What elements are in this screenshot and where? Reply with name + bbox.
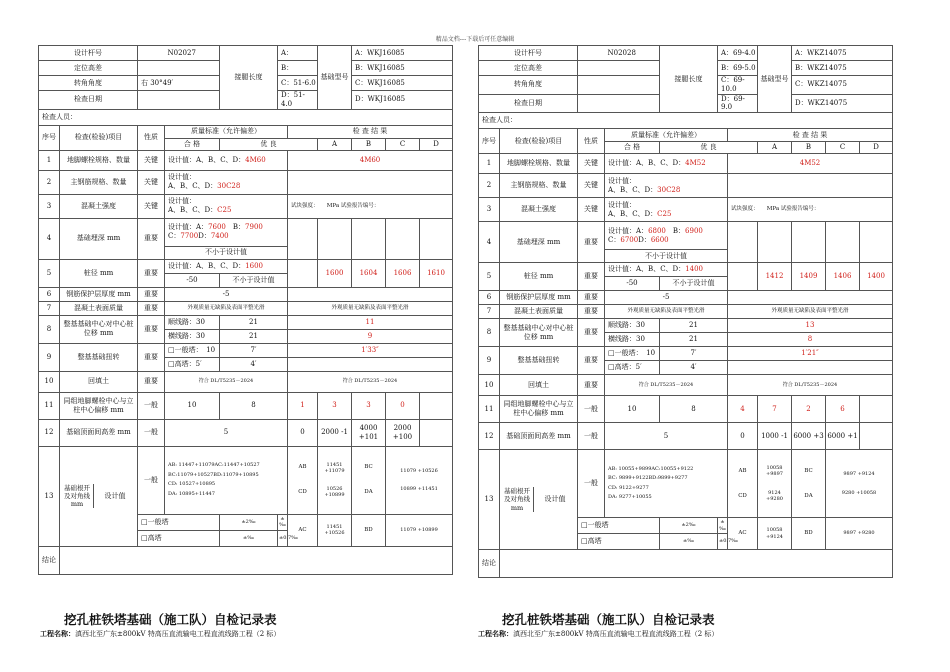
row-nature: 重要 (138, 218, 165, 259)
col-c: C (386, 138, 420, 150)
result-bolt-offset-a: 7 (758, 396, 792, 423)
row-no: 7 (39, 301, 60, 315)
row-no: 9 (479, 347, 500, 375)
col-seq: 序号 (479, 129, 500, 154)
row-item: 同组地脚螺栓中心与立柱中心偏移 mm (60, 392, 138, 419)
leg-c: C：51-6.0 (278, 76, 318, 91)
col-quality-std: 质量标准（允许偏差） (165, 125, 288, 138)
row-no: 1 (479, 154, 500, 174)
std-cover: -5 (605, 291, 728, 305)
row-no: 8 (39, 315, 60, 343)
row-item: 地脚螺栓规格、数量 (60, 150, 138, 170)
row-nature: 重要 (138, 315, 165, 343)
label-turn-angle: 转角角度 (479, 76, 578, 95)
label-leg-length: 接腿长度 (660, 46, 718, 113)
result-bolt-offset-1: 1 (288, 392, 318, 419)
result-concrete: 试块强度： MPa 试验报告编号： (728, 198, 893, 222)
pair-bc: BC DA (352, 446, 386, 514)
row-nature: 关键 (138, 150, 165, 170)
row-nature: 一般 (578, 423, 605, 450)
result-bd: 9897 +9280 (826, 518, 893, 550)
pole-no: N02027 (165, 46, 220, 61)
col-excellent: 优 良 (660, 142, 758, 154)
std-cover: -5 (165, 287, 288, 301)
row-nature: 重要 (578, 375, 605, 396)
result-pile-c: 1606 (386, 259, 420, 287)
std-twist-general-ex: 7′ (220, 343, 288, 357)
col-nature: 性质 (578, 129, 605, 154)
row-item: 钢筋保护层厚度 mm (60, 287, 138, 301)
col-quality-std: 质量标准（允许偏差） (605, 129, 728, 142)
turn-angle (578, 76, 660, 95)
row-no: 3 (39, 194, 60, 218)
row-item: 整基基础扭转 (60, 343, 138, 371)
row-no: 9 (39, 343, 60, 371)
std-root-design: AB: 11447+11079AC:11447+10527 BC:11079+10527BD:11079+10895 CD: 10527+10895 DA: 10895+11447 (165, 446, 288, 514)
result-bc-da: 11079 +10526 10899 +11451 (386, 446, 453, 514)
row-no: 11 (479, 396, 500, 423)
row-nature: 关键 (138, 194, 165, 218)
std-pile-min: 不小于设计值 (220, 273, 288, 287)
row-item: 基础埋深 mm (60, 218, 138, 259)
std-depth-min: 不小于设计值 (165, 246, 288, 259)
std-bolt-offset: 10 (605, 396, 660, 423)
row-nature: 关键 (578, 154, 605, 174)
row-no: 10 (39, 371, 60, 392)
result-top-diff-c: 4000 +101 (352, 419, 386, 446)
row-no: 4 (39, 218, 60, 259)
row-nature: 关键 (578, 174, 605, 198)
label-position-height: 定位高差 (39, 61, 138, 76)
result-twist: 1′21″ (728, 347, 893, 361)
row-no: 6 (479, 291, 500, 305)
result-pile-c: 1406 (826, 263, 860, 291)
project-name: 工程名称：滇西北至广东±800kV 特高压直流输电工程直流线路工程（2 标） (40, 630, 281, 638)
row-no: 13 (479, 450, 500, 550)
row-nature: 重要 (578, 291, 605, 305)
std-pile-design: 设计值：A、B、C、D：1600 (165, 259, 288, 273)
row-no: 6 (39, 287, 60, 301)
inspection-sheet (478, 45, 892, 578)
result-offset-cross: 8 (728, 333, 893, 347)
result-bolt-offset-1: 4 (728, 396, 758, 423)
foundation-c: C：WKJ16085 (352, 76, 453, 91)
col-item: 检查(检验)项目 (60, 125, 138, 150)
row13-item: 基础根开及对角线 mm 设计值 (500, 450, 578, 550)
pair-ac: AC (728, 518, 758, 550)
conclusion-label: 结论 (479, 550, 500, 578)
inspectors: 检查人员： (39, 109, 453, 125)
row-item: 基础埋深 mm (500, 222, 578, 263)
row-item: 基础顶面间高差 mm (500, 423, 578, 450)
row13-item: 基础根开及对角线 mm 设计值 (60, 446, 138, 546)
col-nature: 性质 (138, 125, 165, 150)
row-nature: 重要 (138, 259, 165, 287)
pair-bd: BD (352, 514, 386, 546)
std-root-general-ex: ±‰ (279, 515, 286, 528)
pair-ac: AC (288, 514, 318, 546)
row-no: 5 (479, 263, 500, 291)
form-title: 挖孔桩铁塔基础（施工队）自检记录表 (64, 612, 277, 627)
std-offset-along-ex: 21 (660, 319, 728, 333)
std-offset-cross: 横线路：30 (165, 329, 220, 343)
std-main-rebar: 设计值： A、B、C、D：30C28 (165, 170, 288, 194)
col-d: D (420, 138, 453, 150)
std-offset-cross-ex: 21 (660, 333, 728, 347)
row-nature: 一般 (578, 396, 605, 423)
conclusion-label: 结论 (39, 546, 60, 574)
std-twist-high: □高塔：5′ (165, 357, 220, 371)
row-nature: 重要 (578, 305, 605, 319)
col-qualified: 合 格 (605, 142, 660, 154)
std-top-diff: 5 (605, 423, 728, 450)
result-pile-d: 1400 (860, 263, 893, 291)
label-turn-angle: 转角角度 (39, 76, 138, 91)
std-concrete: 设计值： A、B、C、D：C25 (605, 198, 728, 222)
result-pile-a: 1600 (318, 259, 352, 287)
row-item: 主钢筋规格、数量 (60, 170, 138, 194)
col-b: B (352, 138, 386, 150)
col-result: 检 查 结 果 (288, 125, 453, 138)
row-nature: 重要 (138, 287, 165, 301)
row-nature: 关键 (578, 198, 605, 222)
std-root-general: ±2‰ (660, 518, 718, 534)
std-pile-neg: -50 (165, 273, 220, 287)
pole-no: N02028 (605, 46, 660, 61)
std-pile-min: 不小于设计值 (660, 277, 728, 291)
leg-b: B： (278, 61, 318, 76)
result-surface: 外观质量无缺陷及表面平整光滑 (288, 301, 453, 315)
row-no: 3 (479, 198, 500, 222)
row-item: 桩径 mm (60, 259, 138, 287)
row-nature: 重要 (578, 222, 605, 263)
row-item: 整基基础中心对中心桩位移 mm (500, 319, 578, 347)
label-check-date: 检查日期 (39, 91, 138, 110)
foundation-b: B：WKZ14075 (792, 61, 893, 76)
row-nature: 关键 (138, 170, 165, 194)
std-twist-high-ex: 4′ (660, 361, 728, 375)
row-no: 7 (479, 305, 500, 319)
row-item: 整基基础扭转 (500, 347, 578, 375)
std-twist-high: □高塔：5′ (605, 361, 660, 375)
project-name: 工程名称：滇西北至广东±800kV 特高压直流输电工程直流线路工程（2 标） (478, 630, 719, 638)
result-ac: 10058 +9124 (758, 518, 792, 550)
std-bolt-offset: 10 (165, 392, 220, 419)
row-item: 混凝土表面质量 (60, 301, 138, 315)
foundation-a: A：WKZ14075 (792, 46, 893, 61)
result-top-diff-b: 2000 -1 (318, 419, 352, 446)
col-excellent: 优 良 (220, 138, 318, 150)
result-pile-a: 1412 (758, 263, 792, 291)
result-top-diff-a: 0 (288, 419, 318, 446)
row-no: 13 (39, 446, 60, 546)
label-position-height: 定位高差 (479, 61, 578, 76)
label-leg-length: 接腿长度 (220, 46, 278, 110)
result-anchor-bolt: 4M60 (288, 150, 453, 170)
std-offset-along: 顺线路：30 (165, 315, 220, 329)
row-item: 回填土 (500, 375, 578, 396)
std-offset-along: 顺线路：30 (605, 319, 660, 333)
row-item: 同组地脚螺栓中心与立柱中心偏移 mm (500, 396, 578, 423)
col-c: C (826, 142, 860, 154)
std-pile-design: 设计值：A、B、C、D：1400 (605, 263, 728, 277)
row-nature: 重要 (578, 319, 605, 347)
leg-a: A： (278, 46, 318, 61)
result-bolt-offset-a: 3 (318, 392, 352, 419)
row-item: 基础顶面间高差 mm (60, 419, 138, 446)
root-high-tower: □高塔 (138, 530, 220, 546)
result-ab-cd: 11451 +11079 10526 +10899 (318, 446, 352, 514)
std-twist-high-ex: 4′ (220, 357, 288, 371)
label-pole-no: 设计杆号 (479, 46, 578, 61)
result-surface: 外观质量无缺陷及表面平整光滑 (728, 305, 893, 319)
std-offset-along-ex: 21 (220, 315, 288, 329)
col-a: A (758, 142, 792, 154)
std-backfill: 符合 DL/T5235－2024 (165, 371, 288, 392)
row-item: 地脚螺栓规格、数量 (500, 154, 578, 174)
form-title: 挖孔桩铁塔基础（施工队）自检记录表 (502, 612, 715, 627)
std-pile-neg: -50 (605, 277, 660, 291)
row-nature: 一般 (138, 419, 165, 446)
pair-bc: BC DA (792, 450, 826, 518)
result-ab-cd: 10058 +9897 9124 +9280 (758, 450, 792, 518)
result-pile-d: 1610 (420, 259, 453, 287)
row-item: 混凝土强度 (500, 198, 578, 222)
std-surface: 外观质量无缺陷及表面平整光滑 (605, 305, 728, 319)
std-offset-cross-ex: 21 (220, 329, 288, 343)
foundation-a: A：WKJ16085 (352, 46, 453, 61)
label-foundation-type: 基础型号 (758, 46, 792, 113)
row-item: 混凝土强度 (60, 194, 138, 218)
col-b: B (792, 142, 826, 154)
result-offset-along: 11 (288, 315, 453, 329)
leg-d: D：69-9.0 (718, 94, 758, 113)
row-item: 混凝土表面质量 (500, 305, 578, 319)
row-nature: 一般 (138, 392, 165, 419)
std-main-rebar: 设计值： A、B、C、D：30C28 (605, 174, 728, 198)
leg-c: C：69-10.0 (718, 76, 758, 95)
result-pile-b: 1604 (352, 259, 386, 287)
std-root-high-ex: ±0.7‰ (718, 534, 728, 550)
result-bolt-offset-b: 3 (352, 392, 386, 419)
leg-d: D：51-4.0 (278, 91, 318, 110)
pair-ab: AB CD (288, 446, 318, 514)
std-anchor-bolt: 设计值：A、B、C、D：4M60 (165, 150, 288, 170)
result-concrete: 试块强度： MPa 试验报告编号： (288, 194, 453, 218)
result-bd: 11079 +10899 (386, 514, 453, 546)
row-item: 整基基础中心对中心桩位移 mm (60, 315, 138, 343)
result-backfill: 符合 DL/T5235－2024 (728, 375, 893, 396)
col-a: A (318, 138, 352, 150)
row-item: 桩径 mm (500, 263, 578, 291)
result-bolt-offset-c: 6 (826, 396, 860, 423)
std-root-general-ex: ±‰ (719, 519, 726, 532)
std-root-high-ex: ±0.7‰ (278, 530, 288, 546)
std-concrete: 设计值： A、B、C、D：C25 (165, 194, 288, 218)
result-top-diff-a: 0 (728, 423, 758, 450)
col-d: D (860, 142, 893, 154)
row-nature: 一般 (138, 446, 165, 514)
std-depth-design: 设计值：A：7600 B：7900 C：7700D：7400 (165, 218, 288, 246)
result-anchor-bolt: 4M52 (728, 154, 893, 174)
foundation-b: B：WKJ16085 (352, 61, 453, 76)
std-bolt-offset-ex: 8 (660, 396, 728, 423)
pair-ab: AB CD (728, 450, 758, 518)
leg-b: B：69-5.0 (718, 61, 758, 76)
std-top-diff: 5 (165, 419, 288, 446)
row-no: 10 (479, 375, 500, 396)
std-twist-general: □一般塔： 10 (165, 343, 220, 357)
row-no: 1 (39, 150, 60, 170)
std-surface: 外观质量无缺陷及表面平整光滑 (165, 301, 288, 315)
pair-bd: BD (792, 518, 826, 550)
result-backfill: 符合 DL/T5235－2024 (288, 371, 453, 392)
col-result: 检 查 结 果 (728, 129, 893, 142)
row-no: 5 (39, 259, 60, 287)
col-qualified: 合 格 (165, 138, 220, 150)
row-nature: 一般 (578, 450, 605, 518)
result-offset-along: 13 (728, 319, 893, 333)
row-item: 钢筋保护层厚度 mm (500, 291, 578, 305)
foundation-c: C：WKZ14075 (792, 76, 893, 95)
row-nature: 重要 (578, 263, 605, 291)
header-note: 精品文档---下载后可任意编辑 (435, 36, 515, 43)
result-pile-b: 1409 (792, 263, 826, 291)
result-top-diff-b: 1000 -1 (758, 423, 792, 450)
std-offset-cross: 横线路：30 (605, 333, 660, 347)
result-bolt-offset-b: 2 (792, 396, 826, 423)
result-twist: 1′33″ (288, 343, 453, 357)
std-root-design: AB: 10055+9899AC:10055+9122 BC: 9899+9122BD:9899+9277 CD: 9122+9277 DA: 9277+10055 (605, 450, 728, 518)
label-check-date: 检查日期 (479, 94, 578, 113)
root-general-tower: □一般塔 (138, 514, 220, 530)
label-pole-no: 设计杆号 (39, 46, 138, 61)
row-no: 12 (479, 423, 500, 450)
row-nature: 重要 (578, 347, 605, 375)
row-no: 12 (39, 419, 60, 446)
std-anchor-bolt: 设计值：A、B、C、D：4M52 (605, 154, 728, 174)
inspectors: 检查人员： (479, 113, 893, 129)
std-bolt-offset-ex: 8 (220, 392, 288, 419)
result-ac: 11451 +10526 (318, 514, 352, 546)
row-no: 4 (479, 222, 500, 263)
foundation-d: D：WKZ14075 (792, 94, 893, 113)
std-backfill: 符合 DL/T5235－2024 (605, 375, 728, 396)
row-nature: 重要 (138, 343, 165, 371)
root-general-tower: □一般塔 (578, 518, 660, 534)
col-seq: 序号 (39, 125, 60, 150)
col-item: 检查(检验)项目 (500, 129, 578, 154)
row-nature: 重要 (138, 301, 165, 315)
row-no: 11 (39, 392, 60, 419)
row-nature: 重要 (138, 371, 165, 392)
std-twist-general: □一般塔： 10 (605, 347, 660, 361)
label-foundation-type: 基础型号 (318, 46, 352, 110)
row-no: 2 (39, 170, 60, 194)
std-depth-design: 设计值：A：6800 B：6900 C：6700D：6600 (605, 222, 728, 250)
row-no: 8 (479, 319, 500, 347)
std-root-high: ±‰ (660, 534, 718, 550)
std-root-general: ±2‰ (220, 514, 278, 530)
result-top-diff-d: 6000 +1 (826, 423, 860, 450)
result-top-diff-d: 2000 +100 (386, 419, 420, 446)
std-depth-min: 不小于设计值 (605, 250, 728, 263)
result-top-diff-c: 6000 +3 (792, 423, 826, 450)
foundation-d: D：WKJ16085 (352, 91, 453, 110)
result-bolt-offset-c: 0 (386, 392, 420, 419)
turn-angle: 右 30°49′ (138, 76, 220, 91)
std-root-high: ±‰ (220, 530, 278, 546)
row-no: 2 (479, 174, 500, 198)
std-twist-general-ex: 7′ (660, 347, 728, 361)
inspection-sheet (38, 45, 452, 575)
root-high-tower: □高塔 (578, 534, 660, 550)
result-bc-da: 9897 +9124 9280 +10058 (826, 450, 893, 518)
row-item: 回填土 (60, 371, 138, 392)
leg-a: A：69-4.0 (718, 46, 758, 61)
result-offset-cross: 9 (288, 329, 453, 343)
row-item: 主钢筋规格、数量 (500, 174, 578, 198)
